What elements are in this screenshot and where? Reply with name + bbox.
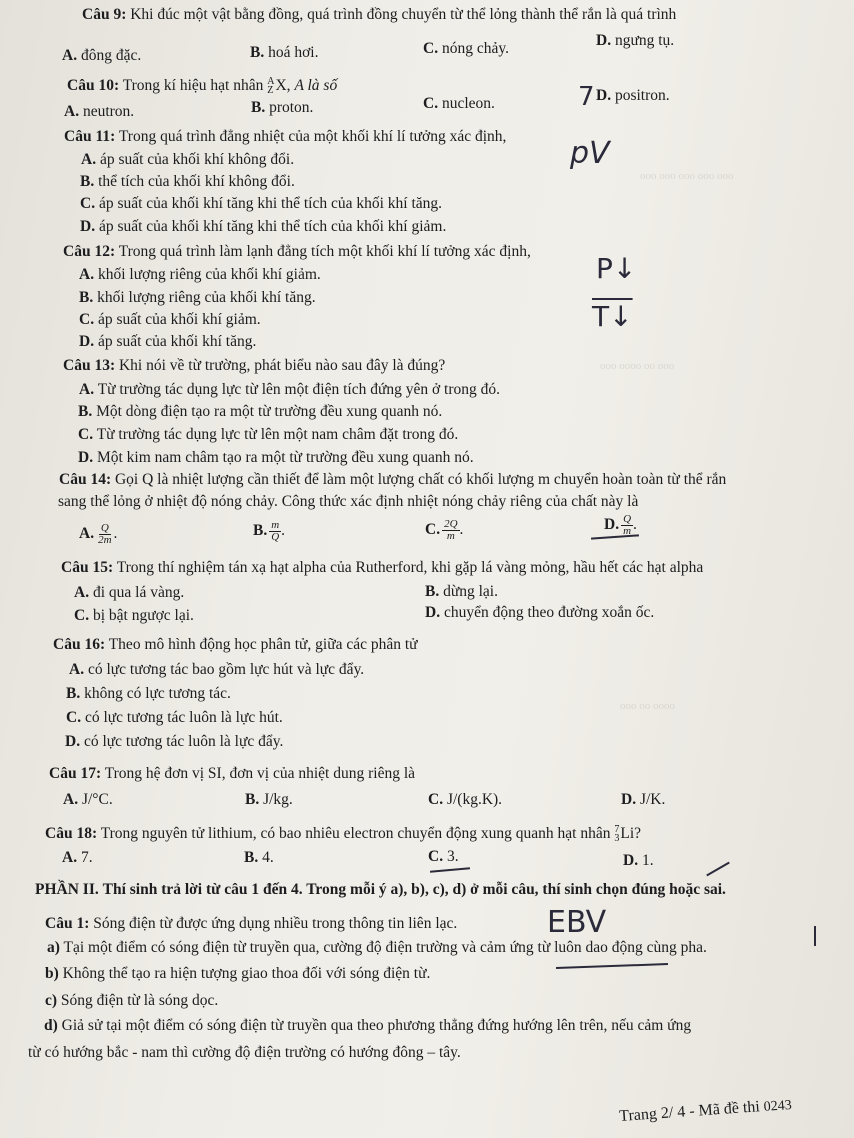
- q17-option-c[interactable]: C. J/(kg.K).: [428, 791, 503, 808]
- q12-stem-line: Câu 12: Trong quá trình làm lạnh đẳng tích một khối khí lí tưởng xác định,: [63, 243, 531, 260]
- handwritten-underline-q14: [591, 534, 639, 539]
- q17-option-a[interactable]: A. J/°C.: [63, 791, 113, 808]
- q12-stem: Trong quá trình làm lạnh đẳng tích một khối khí lí tưởng xác định,: [118, 243, 531, 260]
- part2-heading-label: PHẦN II.: [35, 881, 99, 898]
- q10-isotope: A Z: [267, 76, 275, 97]
- q14-option-c[interactable]: C. $\frac{2Q}{m}$ .: [425, 518, 464, 542]
- part2-q1-item-d[interactable]: d) Giả sử tại một điểm có sóng điện từ truyền qua theo phương thẳng đứng hướng lên trên, nếu cảm ứng: [44, 1017, 692, 1034]
- part2-heading: [35, 881, 726, 899]
- q18-isotope: 7 3: [614, 824, 620, 845]
- handwritten-mark-q11: pV: [570, 136, 610, 171]
- q14-option-d[interactable]: D. $\frac{Q}{m}$ .: [604, 513, 637, 537]
- part2-q1-item-c[interactable]: c) Sóng điện từ là sóng dọc.: [45, 992, 219, 1009]
- q17-option-b[interactable]: B. J/kg.: [245, 791, 293, 808]
- q9-stem: Khi đúc một vật bằng đồng, quá trình đồng chuyển từ thể lỏng thành thể rắn là quá trình: [130, 6, 677, 23]
- part2-heading-text: Thí sinh trả lời từ câu 1 đến 4. Trong mỗi ý a), b), c), d) ở mỗi câu, thí sinh chọn đúng hoặc sai.: [102, 881, 726, 898]
- q11-option-b[interactable]: B. thể tích của khối khí không đổi.: [80, 173, 295, 190]
- part2-q1-stem-line: Câu 1: Sóng điện từ được ứng dụng nhiều trong thông tin liên lạc.: [45, 915, 458, 932]
- q15-stem: Trong thí nghiệm tán xạ hạt alpha của Rutherford, khi gặp lá vàng mỏng, hầu hết các hạt alpha: [116, 559, 704, 576]
- q11-option-d[interactable]: D. áp suất của khối khí tăng khi thể tích của khối khí giảm.: [80, 218, 447, 235]
- q11-stem-line: Câu 11: Trong quá trình đẳng nhiệt của một khối khí lí tưởng xác định,: [64, 128, 507, 145]
- q13-stem-line: Câu 13: Khi nói về từ trường, phát biểu nào sau đây là đúng?: [63, 357, 446, 374]
- q13-option-c[interactable]: C. Từ trường tác dụng lực từ lên một nam châm đặt trong đó.: [78, 426, 459, 443]
- q13-option-a[interactable]: A. Từ trường tác dụng lực từ lên một điện tích đứng yên ở trong đó.: [79, 381, 501, 398]
- q16-option-a[interactable]: A. có lực tương tác bao gồm lực hút và lực đẩy.: [69, 661, 365, 678]
- q10-option-a[interactable]: A. neutron.: [64, 103, 135, 120]
- q18-stem-line: Câu 18: Trong nguyên tử lithium, có bao nhiêu electron chuyển động xung quanh hạt nhân 7 3 Li?: [45, 824, 642, 845]
- q14-option-a[interactable]: A. $\frac{Q}{2m}$ .: [79, 522, 118, 546]
- q11-option-a[interactable]: A. áp suất của khối khí không đổi.: [81, 151, 295, 168]
- q18-option-b[interactable]: B. 4.: [244, 849, 274, 866]
- page-footer: [619, 1096, 793, 1126]
- handwritten-mark-q12-b: T↓: [592, 300, 633, 333]
- handwritten-underline-q18: [430, 867, 470, 872]
- part2-q1-item-d-continuation: từ có hướng bắc - nam thì cường độ điện trường có hướng đông – tây.: [28, 1044, 461, 1061]
- q15-option-c[interactable]: C. bị bật ngược lại.: [74, 607, 194, 624]
- handwritten-stroke-q18: [706, 862, 730, 877]
- q9-option-a[interactable]: A. đông đặc.: [62, 47, 142, 64]
- q15-stem-line: Câu 15: Trong thí nghiệm tán xạ hạt alpha của Rutherford, khi gặp lá vàng mỏng, hầu hết các hạt alpha: [61, 559, 704, 576]
- q15-option-b[interactable]: B. dừng lại.: [425, 583, 498, 600]
- q16-option-d[interactable]: D. có lực tương tác luôn là lực đẩy.: [65, 733, 284, 750]
- q9-option-d[interactable]: D. ngưng tụ.: [596, 32, 675, 49]
- q13-stem: Khi nói về từ trường, phát biểu nào sau đây là đúng?: [118, 357, 446, 374]
- q12-option-b[interactable]: B. khối lượng riêng của khối khí tăng.: [79, 289, 316, 306]
- q16-option-b[interactable]: B. không có lực tương tác.: [66, 685, 231, 702]
- part2-q1-item-b[interactable]: b) Không thể tạo ra hiện tượng giao thoa đối với sóng điện từ.: [45, 965, 431, 982]
- q10-label: Câu 10:: [67, 77, 120, 94]
- q10-option-c[interactable]: C. nucleon.: [423, 95, 495, 112]
- q16-option-c[interactable]: C. có lực tương tác luôn là lực hút.: [66, 709, 283, 726]
- q18-option-a[interactable]: A. 7.: [62, 849, 93, 866]
- q9-option-c[interactable]: C. nóng chảy.: [423, 40, 509, 57]
- q10-option-b[interactable]: B. proton.: [251, 99, 314, 116]
- exam-page: ooo ooo ooo ooo ooo ooo oooo oo ooo ooo oo oooo Câu 9: Khi đúc một vật bằng đồng, quá trình đồng chuyển từ thể lỏng thành thể rắn là quá trình A. đông đặc. B. hoá hơi. C. nóng chảy. D. ngưng tụ. Câu 10: Trong kí hiệu hạt nhân A Z X, A là số A. neutron. B. proton. C. nucleon. D. positron. 7 Câu 11: Trong quá trình đẳng nhiệt của một khối khí lí tưởng xác định, A. áp suất của khối khí không đổi. B. thể tích của khối khí không đổi. C. áp suất của khối khí tăng khi thể tích của khối khí tăng. D. áp suất của khối khí tăng khi thể tích của khối khí giảm. pV Câu 12: Trong quá trình làm lạnh đẳng tích một khối khí lí tưởng xác định, A. khối lượng riêng của khối khí giảm. B. khối lượng riêng của khối khí tăng. C. áp suất của khối khí giảm. D. áp suất của khối khí tăng. P↓ T↓ Câu 13: Khi nói về từ trường, phát biểu nào sau đây là đúng? A. Từ trường tác dụng lực từ lên một điện tích đứng yên ở trong đó. B. Một dòng điện tạo ra một từ trường đều xung quanh nó. C. Từ trường tác dụng lực từ lên một nam châm đặt trong đó. D. Một kim nam châm tạo ra một từ trường đều xung quanh nó. Câu 14: Gọi Q là nhiệt lượng cần thiết để làm một lượng chất có khối lượng m chuyển hoàn toàn từ thể rắn sang thể lỏng ở nhiệt độ nóng chảy. Công thức xác định nhiệt nóng chảy riêng của chất này là A. $\frac{Q}{2m}$ . B. $\frac{m}{Q}$ . C. $\frac{2Q}{m}$ . D. $\frac{Q}{m}$ . Câu 15: Trong thí nghiệm tán xạ hạt alpha của Rutherford, khi gặp lá vàng mỏng, hầu hết các hạt alpha A. đi qua lá vàng. B. dừng lại. C. bị bật ngược lại. D. chuyển động theo đường xoắn ốc. Câu 16: Theo mô hình động học phân tử, giữa các phân tử A. có lực tương tác bao gồm lực hút và lực đẩy. B. không có lực tương tác. C. có lực tương tác luôn là lực hút. D. có lực tương tác luôn là lực đẩy. Câu 17: Trong hệ đơn vị SI, đơn vị của nhiệt dung riêng là A. J/°C. B. J/kg. C. J/(kg.K). D. J/K. Câu 18: Trong nguyên tử lithium, có bao nhiêu electron chuyển động xung quanh hạt nhân 7 3 Li? A. 7. B. 4. C. 3. D. 1. PHẦN II. Thí sinh trả lời từ câu 1 đến 4. Trong mỗi ý a), b), c), d) ở mỗi câu, thí sinh chọn đúng hoặc sai. Câu 1: Sóng điện từ được ứng dụng nhiều trong thông tin liên lạc. EBV a) Tại một điểm có sóng điện từ truyền qua, cường độ điện trường và cảm ứng từ luôn dao động cùng pha. b) Không thể tạo ra hiện tượng giao thoa đối với sóng điện từ. c) Sóng điện từ là sóng dọc. d) Giả sử tại một điểm có sóng điện từ truyền qua theo phương thẳng đứng hướng lên trên, nếu cảm ứng từ có hướng bắc - nam thì cường độ điện trường có hướng đông – tây. Trang 2/ 4 - Mã đề thi 0243: [0, 0, 854, 1138]
- q16-stem-line: Câu 16: Theo mô hình động học phân tử, giữa các phân tử: [53, 636, 418, 653]
- q14-stem-1: Gọi Q là nhiệt lượng cần thiết để làm một lượng chất có khối lượng m chuyển hoàn toàn từ thể rắn: [114, 471, 727, 488]
- q10-stem: Trong kí hiệu hạt nhân: [122, 77, 264, 94]
- page-number: Trang 2/ 4 - Mã đề thi: [618, 1098, 761, 1126]
- q17-option-d[interactable]: D. J/K.: [621, 791, 666, 808]
- q18-stem: Trong nguyên tử lithium, có bao nhiêu electron chuyển động xung quanh hạt nhân: [100, 825, 611, 842]
- handwritten-bracket-part2: [806, 926, 816, 946]
- q17-stem-line: Câu 17: Trong hệ đơn vị SI, đơn vị của nhiệt dung riêng là: [49, 765, 416, 782]
- q14-stem-line-1: Câu 14: Gọi Q là nhiệt lượng cần thiết để làm một lượng chất có khối lượng m chuyển hoàn toàn từ thể rắn: [59, 471, 727, 488]
- q10-stem-line: Câu 10: Trong kí hiệu hạt nhân A Z X, A là số: [67, 76, 338, 97]
- q12-option-d[interactable]: D. áp suất của khối khí tăng.: [79, 333, 257, 350]
- q13-option-b[interactable]: B. Một dòng điện tạo ra một từ trường đều xung quanh nó.: [78, 403, 443, 420]
- q14-option-b[interactable]: B. $\frac{m}{Q}$ .: [253, 519, 286, 543]
- q14-stem-line-2: [58, 493, 638, 511]
- q13-option-d[interactable]: D. Một kim nam châm tạo ra một từ trường đều xung quanh nó.: [78, 449, 474, 466]
- q15-option-d[interactable]: D. chuyển động theo đường xoắn ốc.: [425, 604, 655, 621]
- exam-code: 0243: [763, 1097, 793, 1115]
- q10-option-d[interactable]: D. positron.: [596, 87, 670, 104]
- q14-stem-2: sang thể lỏng ở nhiệt độ nóng chảy. Công thức xác định nhiệt nóng chảy riêng của chất này là: [58, 493, 639, 510]
- q18-option-d[interactable]: D. 1.: [623, 852, 654, 869]
- q11-option-c[interactable]: C. áp suất của khối khí tăng khi thể tích của khối khí tăng.: [80, 195, 443, 212]
- q11-stem: Trong quá trình đẳng nhiệt của một khối khí lí tưởng xác định,: [118, 128, 507, 145]
- q18-option-c[interactable]: C. 3.: [428, 848, 459, 865]
- q12-option-c[interactable]: C. áp suất của khối khí giảm.: [79, 311, 261, 328]
- q15-option-a[interactable]: A. đi qua lá vàng.: [74, 584, 185, 601]
- q17-stem: Trong hệ đơn vị SI, đơn vị của nhiệt dung riêng là: [104, 765, 416, 782]
- handwritten-underline-part2-a: [556, 963, 668, 969]
- q12-option-a[interactable]: A. khối lượng riêng của khối khí giảm.: [79, 266, 321, 283]
- handwritten-mark-part2: EBV: [547, 905, 607, 940]
- part2-q1-item-a[interactable]: a) Tại một điểm có sóng điện từ truyền qua, cường độ điện trường và cảm ứng từ luôn dao động cùng pha.: [47, 939, 707, 956]
- q9-label: Câu 9:: [82, 6, 127, 23]
- handwritten-mark-q10: 7: [578, 82, 595, 112]
- q16-stem: Theo mô hình động học phân tử, giữa các phân tử: [108, 636, 418, 653]
- handwritten-mark-q12-a: P↓: [596, 252, 637, 285]
- part2-q1-stem: Sóng điện từ được ứng dụng nhiều trong thông tin liên lạc.: [93, 915, 458, 932]
- q9-stem-line: [82, 6, 676, 24]
- q9-option-b[interactable]: B. hoá hơi.: [250, 44, 319, 61]
